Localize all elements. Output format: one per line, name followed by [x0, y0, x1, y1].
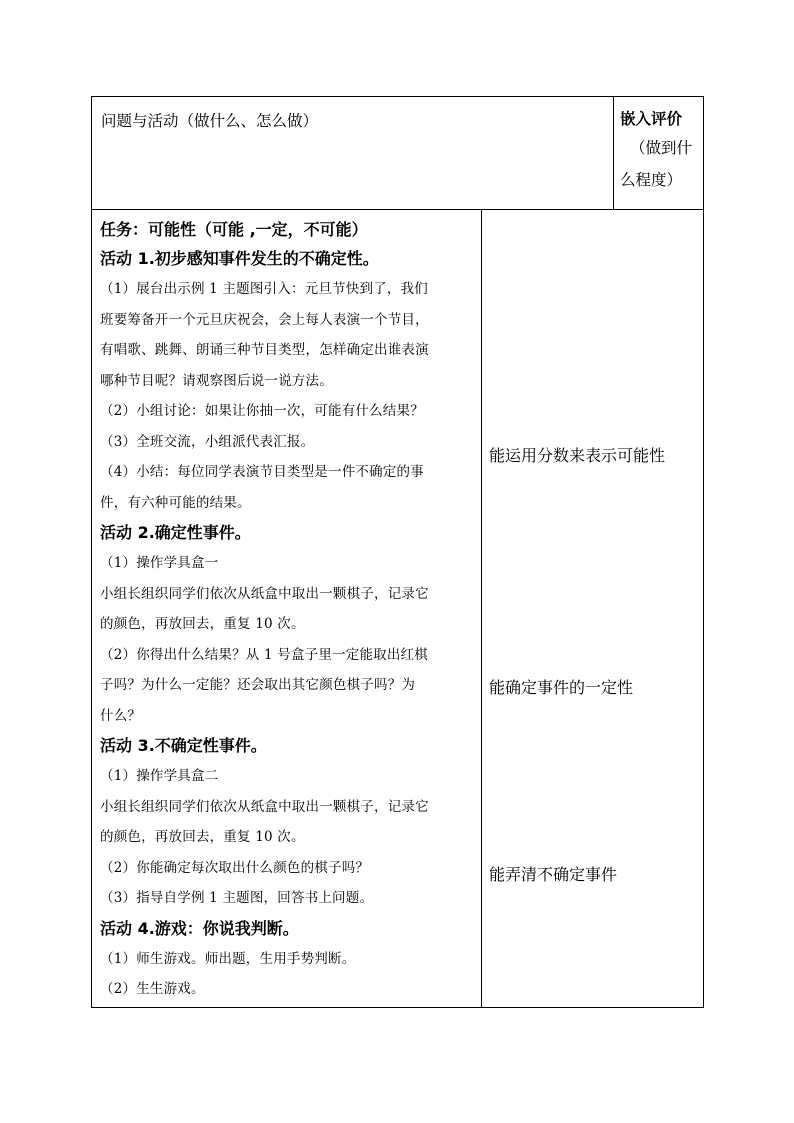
- activity-4: [100, 914, 477, 1005]
- activity-line: （1）操作学具盒一: [100, 555, 219, 571]
- activity-line: （2）生生游戏。: [100, 981, 205, 997]
- header-evaluation-line3: 么程度）: [620, 171, 683, 189]
- activity-3: [100, 731, 477, 914]
- activity-line: （1）操作学具盒二: [100, 768, 219, 784]
- activity-line: 班要筹备开一个元旦庆祝会，会上每人表演一个节目，: [100, 311, 429, 328]
- activity-1: [100, 244, 477, 518]
- activity-title: 活动 1.初步感知事件发生的不确定性。: [100, 249, 379, 268]
- body-row: [92, 210, 704, 1008]
- activity-line: 件，有六种可能的结果。: [100, 494, 251, 511]
- activity-line: 哪种节目呢？请观察图后说一说方法。: [100, 372, 333, 389]
- header-evaluation-line2: （做到什: [630, 139, 693, 157]
- activity-2: [100, 518, 477, 731]
- activity-line: 小组长组织同学们依次从纸盒中取出一颗棋子，记录它: [100, 798, 429, 815]
- activity-line: 有唱歌、跳舞、朗诵三种节目类型，怎样确定出谁表演: [100, 342, 429, 358]
- activity-line: 小组长组织同学们依次从纸盒中取出一颗棋子，记录它: [100, 585, 429, 602]
- activity-line: （1）师生游戏。师出题，生用手势判断。: [100, 950, 356, 967]
- activity-line: 的颜色，再放回去，重复 10 次。: [100, 829, 305, 845]
- lesson-plan-page: [91, 96, 703, 1008]
- header-row: [92, 97, 704, 210]
- activity-title: 活动 2.确定性事件。: [100, 523, 251, 542]
- activity-line: 子吗？为什么一定能？还会取出其它颜色棋子吗？为: [100, 677, 416, 693]
- activity-line: （2）小组讨论：如果让你抽一次，可能有什么结果？: [100, 403, 424, 419]
- activity-line: 的颜色，再放回去，重复 10 次。: [100, 616, 305, 632]
- activity-title: 活动 3.不确定性事件。: [100, 736, 267, 755]
- evaluation-cell: [482, 210, 704, 1008]
- activity-line: （4）小结：每位同学表演节目类型是一件不确定的事: [100, 464, 424, 480]
- evaluation-item: 能弄清不确定事件: [489, 865, 618, 884]
- activity-line: （2）你得出什么结果？从 1 号盒子里一定能取出红棋: [100, 646, 428, 663]
- header-activities-cell: [92, 97, 614, 210]
- activities-cell: [92, 210, 482, 1008]
- header-evaluation-cell: [614, 97, 704, 210]
- lesson-plan-table: [91, 96, 704, 1008]
- activity-line: （2）你能确定每次取出什么颜色的棋子吗？: [100, 859, 370, 876]
- task-title: 任务：可能性（可能 ,一定，不可能）: [100, 220, 368, 239]
- evaluation-item: 能运用分数来表示可能性: [489, 446, 666, 465]
- header-activities-label: 问题与活动（做什么、怎么做）: [101, 112, 319, 130]
- activity-line: 什么？: [100, 707, 142, 724]
- activity-title: 活动 4.游戏：你说我判断。: [100, 918, 299, 938]
- activity-line: （3）全班交流，小组派代表汇报。: [100, 433, 315, 450]
- activity-line: （3）指导自学例 1 主题图，回答书上问题。: [100, 890, 374, 906]
- activity-line: （1）展台出示例 1 主题图引入：元旦节快到了，我们: [100, 281, 428, 297]
- header-evaluation-title: 嵌入评价: [620, 110, 683, 128]
- evaluation-item: 能确定事件的一定性: [489, 678, 634, 697]
